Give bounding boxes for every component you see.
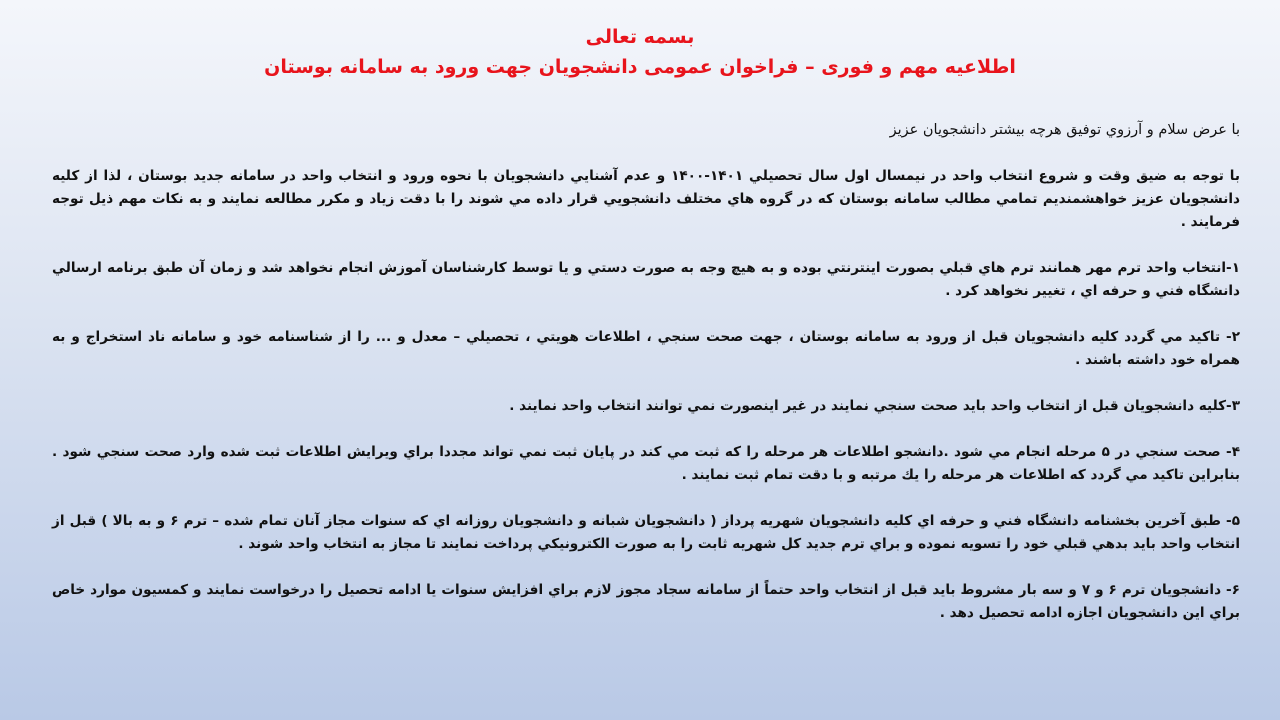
item-6: ۶- دانشجويان ترم ۶ و ۷ و سه بار مشروط بايد قبل از انتخاب واحد حتماً از سامانه سجاد مجوز لازم براي افزايش سنوات يا ادامه تحصيل را درخواست نمايند و كمسيون موارد خاص براي اين دانشجويان اجازه ادامه تحصيل دهد . <box>52 582 1240 621</box>
item-2: ۲- تاكيد مي گردد كليه دانشجويان قبل از ورود به سامانه بوستان ، جهت صحت سنجي ، اطلاعات هويتي ، تحصيلي – معدل و ... را از شناسنامه خود و سامانه ناد استخراج و به همراه خود داشته باشند . <box>52 329 1240 368</box>
basmala: بسمه تعالی <box>585 26 695 48</box>
item-3: ۳-كليه دانشجويان قبل از انتخاب واحد بايد صحت سنجي نمايند در غير اينصورت نمي توانند انتخاب واحد نمايند . <box>509 398 1240 414</box>
header <box>0 22 1280 82</box>
page-title: اطلاعیه مهم و فوری – فراخوان عمومی دانشجویان جهت ورود به سامانه بوستان <box>264 56 1016 78</box>
intro-paragraph: با توجه به ضيق وقت و شروع انتخاب واحد در نيمسال اول سال تحصيلي ۱۴۰۱-۱۴۰۰ و عدم آشنايي دانشجويان با نحوه ورود و انتخاب واحد در سامانه جديد بوستان ، لذا از كليه دانشجويان عزيز خواهشمنديم تمامي مطالب سامانه بوستان كه در گروه هاي مختلف دانشجويي قرار داده مي شوند را با دقت زياد و مكرر مطالعه نمايند و به نكات مهم ذيل توجه فرمايند . <box>52 168 1241 230</box>
item-1: ۱-انتخاب واحد ترم مهر همانند ترم هاي قبلي بصورت اينترنتي بوده و به هيچ وجه به صورت دستي و يا توسط كارشناسان آموزش انجام نخواهد شد و زمان آن طبق برنامه ارسالي دانشگاه فني و حرفه اي ، تغيير نخواهد كرد . <box>52 260 1240 299</box>
announcement-body <box>52 119 1240 648</box>
greeting: با عرض سلام و آرزوي توفيق هرچه بيشتر دانشجويان عزيز <box>889 122 1240 138</box>
item-4: ۴- صحت سنجي در ۵ مرحله انجام مي شود .دانشجو اطلاعات هر مرحله را كه ثبت مي كند در پايان ثبت نمي تواند مجددا براي ويرايش اطلاعات ثبت شده وارد صحت سنجي شود . بنابراين تاكيد مي گردد كه اطلاعات هر مرحله را يك مرتبه و با دقت تمام ثبت نمايند . <box>52 444 1240 483</box>
item-5: ۵- طبق آخرين بخشنامه دانشگاه فني و حرفه اي كليه دانشجويان شهريه پرداز ( دانشجويان شبانه و دانشجويان روزانه اي كه سنوات مجاز آنان تمام شده – ترم ۶ و به بالا ) قبل از انتخاب واحد بايد بدهي قبلي خود را تسويه نموده و براي ترم جديد كل شهريه ثابت را به صورت الكترونيكي پرداخت نمايند تا مجاز به انتخاب واحد شوند . <box>52 513 1240 552</box>
